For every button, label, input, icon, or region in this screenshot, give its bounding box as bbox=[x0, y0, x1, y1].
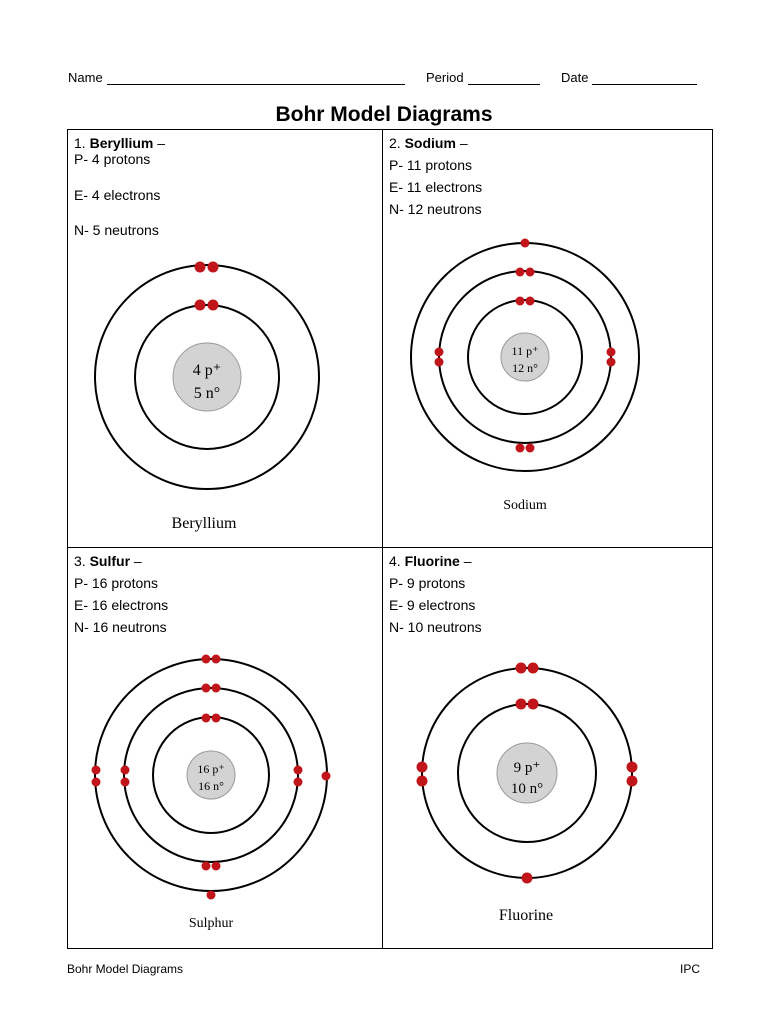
protons-line: P- 16 protons bbox=[74, 575, 159, 591]
electrons-line: E- 9 electrons bbox=[389, 597, 476, 613]
electron bbox=[526, 444, 535, 453]
nucleus-neutrons: 16 n° bbox=[198, 779, 224, 793]
electron bbox=[526, 268, 535, 277]
period-field bbox=[426, 70, 540, 85]
electrons-line: E- 4 electrons bbox=[74, 187, 161, 203]
name-blank-line[interactable] bbox=[107, 71, 405, 85]
electron bbox=[121, 778, 130, 787]
electron bbox=[294, 766, 303, 775]
nucleus-protons: 4 p⁺ bbox=[192, 362, 222, 379]
nucleus-protons: 16 p⁺ bbox=[197, 762, 225, 776]
nucleus-protons: 11 p⁺ bbox=[511, 344, 539, 358]
electron bbox=[528, 699, 539, 710]
sulfur-bohr-diagram bbox=[68, 648, 382, 948]
cell-heading bbox=[389, 132, 482, 154]
electron bbox=[212, 714, 221, 723]
cell-beryllium-text bbox=[74, 132, 165, 241]
electron bbox=[526, 297, 535, 306]
name-label: Name bbox=[68, 70, 103, 85]
cell-heading bbox=[74, 550, 168, 572]
electron bbox=[294, 778, 303, 787]
header-row bbox=[68, 70, 708, 88]
cell-sodium-text bbox=[389, 132, 482, 220]
name-field bbox=[68, 70, 405, 85]
cell-heading bbox=[389, 550, 482, 572]
electron bbox=[208, 300, 219, 311]
fluorine-bohr-diagram bbox=[383, 648, 712, 948]
electron bbox=[322, 772, 331, 781]
cell-number: 4. bbox=[389, 553, 401, 569]
protons-line: P- 4 protons bbox=[74, 151, 151, 167]
electron bbox=[208, 262, 219, 273]
electron bbox=[92, 766, 101, 775]
cell-number: 3. bbox=[74, 553, 86, 569]
sodium-bohr-diagram bbox=[383, 230, 712, 547]
electron bbox=[607, 358, 616, 367]
electron bbox=[435, 358, 444, 367]
page-title: Bohr Model Diagrams bbox=[275, 103, 493, 126]
cell-number: 2. bbox=[389, 135, 401, 151]
nucleus-neutrons: 10 n° bbox=[510, 781, 544, 797]
electron bbox=[202, 862, 211, 871]
electron bbox=[627, 776, 638, 787]
date-label: Date bbox=[561, 70, 589, 85]
electron bbox=[417, 762, 428, 773]
electron bbox=[202, 684, 211, 693]
electron bbox=[212, 862, 221, 871]
nucleus-neutrons: 12 n° bbox=[512, 361, 538, 375]
electron bbox=[607, 348, 616, 357]
electron bbox=[627, 762, 638, 773]
electron bbox=[521, 239, 530, 248]
electron bbox=[516, 444, 525, 453]
cell-dash: – bbox=[157, 135, 166, 151]
electron bbox=[207, 891, 216, 900]
protons-line: P- 9 protons bbox=[389, 575, 466, 591]
neutrons-line: N- 5 neutrons bbox=[74, 222, 159, 238]
electron bbox=[516, 297, 525, 306]
electron bbox=[516, 699, 527, 710]
diagram-caption: Sodium bbox=[503, 498, 547, 513]
electron bbox=[516, 663, 527, 674]
beryllium-bohr-diagram bbox=[68, 250, 382, 547]
nucleus-neutrons: 5 n° bbox=[193, 385, 221, 402]
electrons-line: E- 11 electrons bbox=[389, 179, 483, 195]
electron bbox=[195, 262, 206, 273]
footer-left: Bohr Model Diagrams bbox=[67, 962, 184, 976]
cell-dash: – bbox=[133, 553, 142, 569]
electron bbox=[435, 348, 444, 357]
electron bbox=[121, 766, 130, 775]
element-name: Sodium bbox=[404, 135, 456, 151]
period-blank-line[interactable] bbox=[468, 71, 540, 85]
cell-dash: – bbox=[459, 135, 468, 151]
electron bbox=[92, 778, 101, 787]
electron bbox=[195, 300, 206, 311]
cell-sulfur-text bbox=[74, 550, 168, 638]
cell-fluorine-text bbox=[389, 550, 482, 638]
element-name: Beryllium bbox=[89, 135, 154, 151]
element-name: Sulfur bbox=[89, 553, 131, 569]
cell-dash: – bbox=[463, 553, 472, 569]
neutrons-line: N- 12 neutrons bbox=[389, 201, 482, 217]
electron bbox=[202, 655, 211, 664]
date-blank-line[interactable] bbox=[592, 71, 697, 85]
diagram-caption: Beryllium bbox=[171, 515, 237, 532]
electron bbox=[516, 268, 525, 277]
electron bbox=[417, 776, 428, 787]
electron bbox=[212, 684, 221, 693]
diagram-caption: Fluorine bbox=[498, 907, 554, 924]
electron bbox=[528, 663, 539, 674]
element-name: Fluorine bbox=[404, 553, 460, 569]
date-field bbox=[561, 70, 697, 85]
electron bbox=[522, 873, 533, 884]
footer-right: IPC bbox=[679, 962, 700, 976]
grid-horizontal-divider bbox=[68, 547, 712, 548]
neutrons-line: N- 10 neutrons bbox=[389, 619, 482, 635]
diagram-grid bbox=[67, 129, 713, 949]
neutrons-line: N- 16 neutrons bbox=[74, 619, 167, 635]
nucleus-protons: 9 p⁺ bbox=[513, 760, 541, 776]
electrons-line: E- 16 electrons bbox=[74, 597, 169, 613]
electron bbox=[212, 655, 221, 664]
protons-line: P- 11 protons bbox=[389, 157, 473, 173]
cell-number: 1. bbox=[74, 135, 86, 151]
diagram-caption: Sulphur bbox=[188, 916, 234, 931]
period-label: Period bbox=[426, 70, 464, 85]
electron bbox=[202, 714, 211, 723]
